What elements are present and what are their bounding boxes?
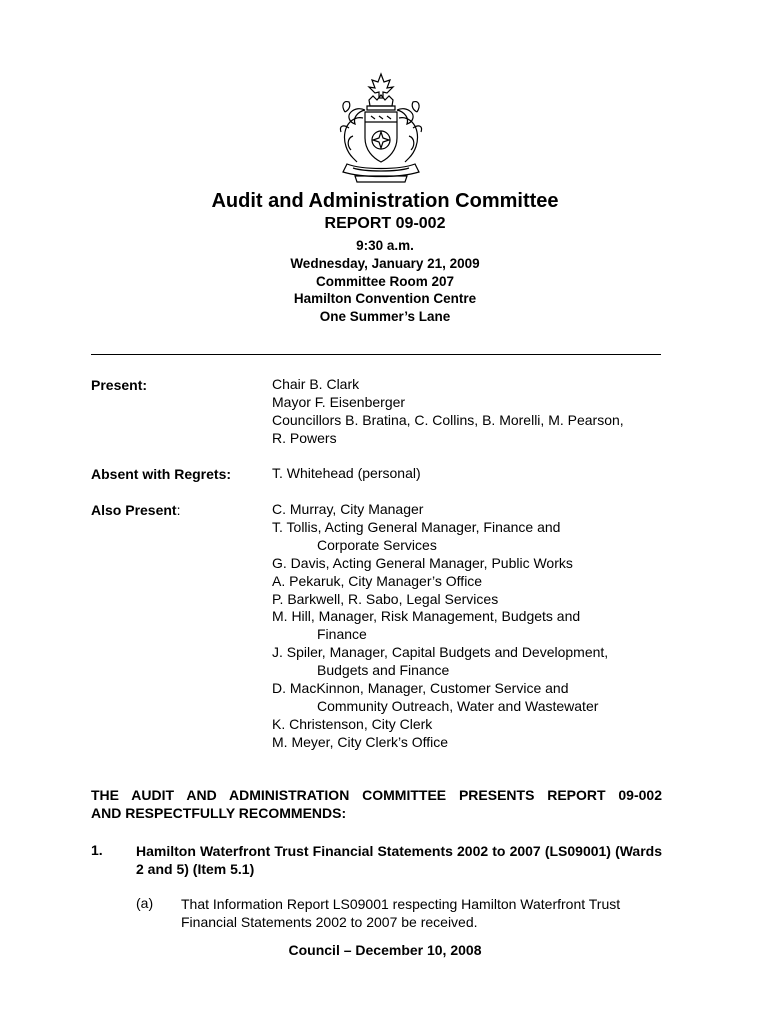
also-present-list xyxy=(272,501,672,752)
sub-item-text: That Information Report LS09001 respecting Hamilton Waterfront Trust Financial Statements 2002 to 2007 be received. xyxy=(181,896,621,930)
attendee-line-continued: Finance xyxy=(317,626,367,643)
recommendation-line-1: THE AUDIT AND ADMINISTRATION COMMITTEE PRESENTS REPORT 09-002 xyxy=(91,787,662,803)
report-number: REPORT 09-002 xyxy=(324,215,446,232)
attendee-line: K. Christenson, City Clerk xyxy=(272,715,433,732)
absent-list xyxy=(272,465,672,483)
document-title: Audit and Administration Committee xyxy=(211,190,559,212)
also-present-label-text: Also Present xyxy=(91,502,177,518)
recommendation-line-2: AND RESPECTFULLY RECOMMENDS: xyxy=(91,805,347,821)
present-label: Present: xyxy=(91,377,148,393)
attendee-line: P. Barkwell, R. Sabo, Legal Services xyxy=(272,590,499,607)
attendee-line: C. Murray, City Manager xyxy=(272,501,424,517)
attendee-line: M. Meyer, City Clerk’s Office xyxy=(272,733,449,750)
present-list xyxy=(272,376,672,448)
meeting-address: One Summer’s Lane xyxy=(319,309,451,324)
attendee-line: G. Davis, Acting General Manager, Public Works xyxy=(272,554,573,571)
attendee-line: A. Pekaruk, City Manager’s Office xyxy=(272,572,483,589)
present-name: Councillors B. Bratina, C. Collins, B. Morelli, M. Pearson, xyxy=(272,411,624,428)
meeting-venue: Hamilton Convention Centre xyxy=(293,291,477,306)
item-number: 1. xyxy=(91,842,103,858)
sub-item-number: (a) xyxy=(136,895,154,911)
item-title: Hamilton Waterfront Trust Financial Statements 2002 to 2007 (LS09001) (Wards 2 and 5) (Item 5.1) xyxy=(136,843,662,877)
present-name: Mayor F. Eisenberger xyxy=(272,393,406,410)
present-name: Chair B. Clark xyxy=(272,376,360,392)
absent-name: T. Whitehead (personal) xyxy=(272,465,421,481)
council-date: Council – December 10, 2008 xyxy=(288,942,482,958)
city-coat-of-arms-icon xyxy=(335,72,427,184)
also-present-colon: : xyxy=(176,502,181,518)
attendee-line: J. Spiler, Manager, Capital Budgets and Development, xyxy=(272,644,609,661)
attendee-line: M. Hill, Manager, Risk Management, Budgets and xyxy=(272,608,581,625)
meeting-room: Committee Room 207 xyxy=(315,274,455,289)
header-divider xyxy=(91,354,661,355)
recommendation-heading xyxy=(91,786,662,822)
attendee-line: D. MacKinnon, Manager, Customer Service and xyxy=(272,680,569,697)
present-name: R. Powers xyxy=(272,429,337,446)
also-present-label xyxy=(91,502,180,518)
meeting-time: 9:30 a.m. xyxy=(356,238,414,253)
meeting-date: Wednesday, January 21, 2009 xyxy=(290,256,480,271)
attendee-line: T. Tollis, Acting General Manager, Finance and xyxy=(272,518,561,535)
attendee-line-continued: Corporate Services xyxy=(317,536,437,553)
attendee-line-continued: Budgets and Finance xyxy=(317,662,450,679)
attendee-line-continued: Community Outreach, Water and Wastewater xyxy=(317,697,599,714)
absent-label: Absent with Regrets: xyxy=(91,466,232,482)
